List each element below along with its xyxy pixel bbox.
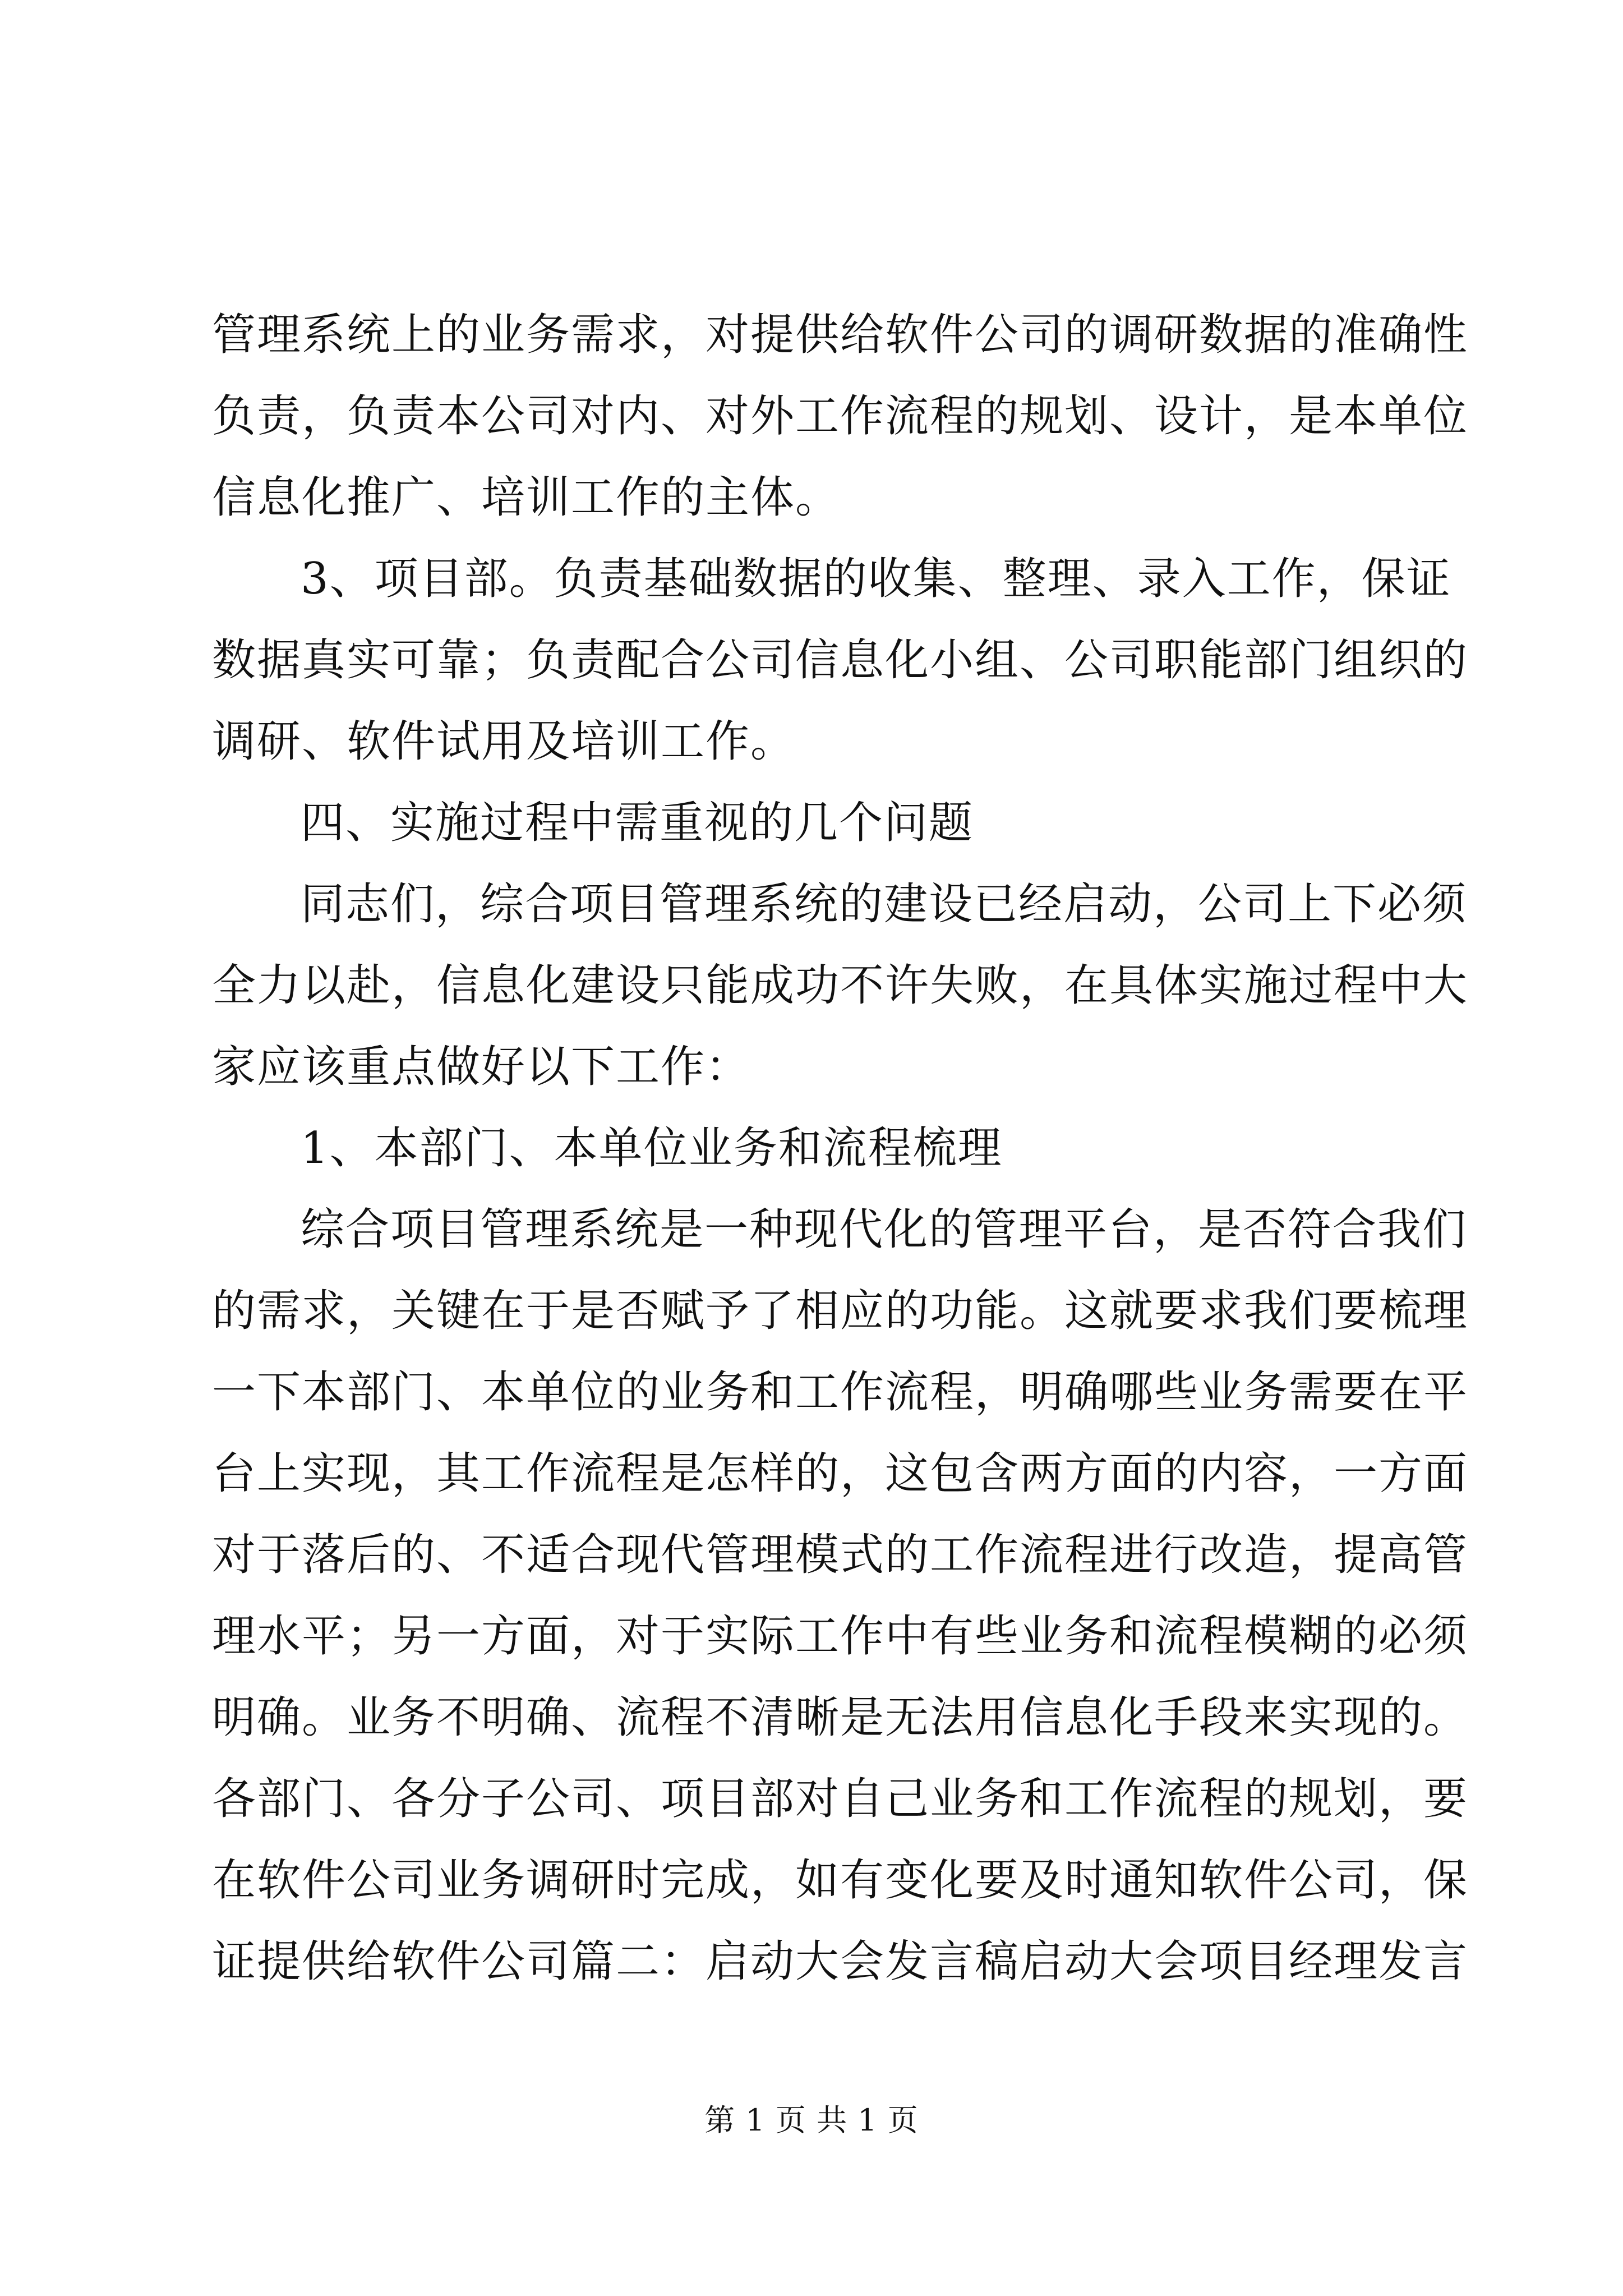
text-line: 台上实现，其工作流程是怎样的，这包含两方面的内容，一方面 bbox=[212, 1448, 1469, 1499]
text-line: 理水平；另一方面，对于实际工作中有些业务和流程模糊的必须 bbox=[212, 1611, 1469, 1662]
text-line: 全力以赴，信息化建设只能成功不许失败，在具体实施过程中大 bbox=[212, 960, 1469, 1011]
text-line: 的需求，关键在于是否赋予了相应的功能。这就要求我们要梳理 bbox=[212, 1286, 1469, 1336]
text-line: 数据真实可靠；负责配合公司信息化小组、公司职能部门组织的 bbox=[212, 635, 1469, 685]
text-line: 负责，负责本公司对内、对外工作流程的规划、设计，是本单位 bbox=[212, 391, 1469, 441]
text-line: 管理系统上的业务需求，对提供给软件公司的调研数据的准确性 bbox=[212, 310, 1469, 360]
text-line: 1、本部门、本单位业务和流程梳理 bbox=[301, 1123, 1003, 1174]
text-line: 同志们，综合项目管理系统的建设已经启动，公司上下必须 bbox=[301, 879, 1468, 930]
text-line: 综合项目管理系统是一种现代化的管理平台，是否符合我们 bbox=[301, 1204, 1468, 1255]
text-line: 3、项目部。负责基础数据的收集、整理、录入工作，保证 bbox=[301, 554, 1451, 604]
text-line: 信息化推广、培训工作的主体。 bbox=[212, 472, 841, 523]
text-line: 证提供给软件公司篇二：启动大会发言稿启动大会项目经理发言 bbox=[212, 1936, 1469, 1987]
text-line: 对于落后的、不适合现代管理模式的工作流程进行改造，提高管 bbox=[212, 1530, 1469, 1580]
text-line: 在软件公司业务调研时完成，如有变化要及时通知软件公司，保 bbox=[212, 1855, 1469, 1906]
text-line: 一下本部门、本单位的业务和工作流程，明确哪些业务需要在平 bbox=[212, 1367, 1469, 1418]
text-line: 家应该重点做好以下工作： bbox=[212, 1042, 751, 1092]
text-line: 明确。业务不明确、流程不清晰是无法用信息化手段来实现的。 bbox=[212, 1692, 1469, 1743]
text-line: 各部门、各分子公司、项目部对自己业务和工作流程的规划，要 bbox=[212, 1774, 1469, 1824]
document-body bbox=[212, 295, 1469, 2003]
text-line: 四、实施过程中需重视的几个问题 bbox=[301, 798, 974, 848]
text-line: 调研、软件试用及培训工作。 bbox=[212, 716, 796, 767]
page-footer: 第 1 页 共 1 页 bbox=[704, 2102, 919, 2138]
